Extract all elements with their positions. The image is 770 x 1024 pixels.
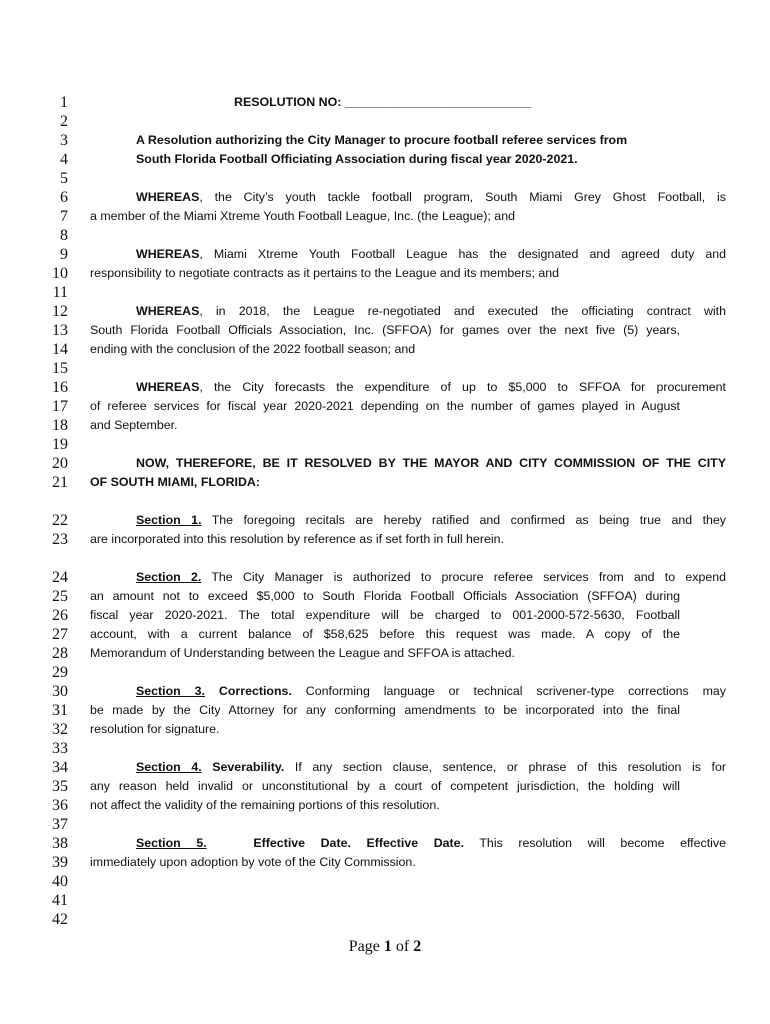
line-number: 8	[60, 227, 68, 244]
whereas-3-line-1: WHEREAS, in 2018, the League re-negotiated and executed the officiating contract with	[136, 304, 726, 318]
resolution-heading-line-2: South Florida Football Officiating Association during fiscal year 2020-2021.	[136, 152, 578, 166]
section-4-line-3: not affect the validity of the remaining portions of this resolution.	[90, 798, 440, 812]
line-number: 19	[52, 436, 68, 453]
whereas-1-line-2: a member of the Miami Xtreme Youth Football League, Inc. (the League); and	[90, 209, 515, 223]
whereas-3-line-3: ending with the conclusion of the 2022 football season; and	[90, 342, 416, 356]
line-number: 34	[52, 759, 68, 776]
line-number: 39	[52, 854, 68, 871]
section-3-line-1: Section 3. Corrections. Conforming language or technical scrivener-type corrections may	[136, 684, 726, 698]
section-2-line-1: Section 2. The City Manager is authorized to procure referee services from and to expend	[136, 570, 727, 584]
whereas-2-line-2: responsibility to negotiate contracts as it pertains to the League and its members; and	[90, 266, 560, 280]
section-5-line-1: Section 5. Effective Date. Effective Date. This resolution will become effective	[136, 836, 726, 850]
line-number: 37	[52, 816, 68, 833]
line-number: 1	[60, 94, 68, 111]
page-footer	[0, 938, 770, 956]
line-number: 40	[52, 873, 68, 890]
resolved-clause-line-1: NOW, THEREFORE, BE IT RESOLVED BY THE MAYOR AND CITY COMMISSION OF THE CITY	[136, 456, 726, 470]
line-number: 28	[52, 645, 68, 662]
resolution-heading-line-1: A Resolution authorizing the City Manager to procure football referee services from	[136, 133, 628, 147]
total-page-number: 2	[413, 938, 422, 955]
section-2-line-2: an amount not to exceed $5,000 to South Florida Football Officials Association (SFFOA) during	[90, 589, 680, 603]
line-number: 13	[52, 322, 68, 339]
whereas-4-line-1: WHEREAS, the City forecasts the expenditure of up to $5,000 to SFFOA for procurement	[136, 380, 726, 394]
line-number: 14	[52, 341, 68, 358]
resolution-number-blank: ___________________________	[344, 95, 531, 109]
section-2-line-3: fiscal year 2020-2021. The total expenditure will be charged to 001-2000-572-5630, Football	[90, 608, 680, 622]
line-number: 7	[60, 208, 68, 225]
line-number: 25	[52, 588, 68, 605]
line-number: 18	[52, 417, 68, 434]
section-1-line-2: are incorporated into this resolution by reference as if set forth in full herein.	[90, 532, 504, 546]
line-number: 15	[52, 360, 68, 377]
line-number: 12	[52, 303, 68, 320]
line-number: 29	[52, 664, 68, 681]
line-number: 33	[52, 740, 68, 757]
line-number: 41	[52, 892, 68, 909]
line-number: 32	[52, 721, 68, 738]
current-page-number: 1	[383, 938, 392, 955]
line-number: 42	[52, 911, 68, 928]
line-number: 17	[52, 398, 68, 415]
line-number: 27	[52, 626, 68, 643]
line-number: 21	[52, 474, 68, 491]
line-number: 22	[52, 512, 68, 529]
section-3-line-3: resolution for signature.	[90, 722, 220, 736]
line-number: 23	[52, 531, 68, 548]
resolved-clause-line-2: OF SOUTH MIAMI, FLORIDA:	[90, 475, 261, 489]
section-1-line-1: Section 1. The foregoing recitals are hereby ratified and confirmed as being true and they	[136, 513, 727, 527]
resolution-number-label: RESOLUTION NO:	[234, 95, 342, 109]
line-number: 6	[60, 189, 68, 206]
line-number: 38	[52, 835, 68, 852]
section-5-line-2: immediately upon adoption by vote of the City Commission.	[90, 855, 416, 869]
line-number: 35	[52, 778, 68, 795]
line-number: 10	[52, 265, 68, 282]
whereas-3-line-2: South Florida Football Officials Association, Inc. (SFFOA) for games over the next five (5) years,	[90, 323, 680, 337]
page-word: Page	[348, 938, 380, 955]
line-number: 36	[52, 797, 68, 814]
section-4-line-2: any reason held invalid or unconstitutional by a court of competent jurisdiction, the holding will	[90, 779, 680, 793]
section-2-line-4: account, with a current balance of $58,625 before this request was made. A copy of the	[90, 627, 680, 641]
line-number: 3	[60, 132, 68, 149]
line-number: 5	[60, 170, 68, 187]
section-2-line-5: Memorandum of Understanding between the League and SFFOA is attached.	[90, 646, 515, 660]
line-number: 9	[60, 246, 68, 263]
whereas-2-line-1: WHEREAS, Miami Xtreme Youth Football League has the designated and agreed duty and	[136, 247, 726, 261]
line-number: 30	[52, 683, 68, 700]
line-number: 31	[52, 702, 68, 719]
whereas-4-line-2: of referee services for fiscal year 2020-2021 depending on the number of games played in August	[90, 399, 680, 413]
section-3-line-2: be made by the City Attorney for any conforming amendments to be incorporated into the final	[90, 703, 680, 717]
line-number: 20	[52, 455, 68, 472]
line-number: 2	[60, 113, 68, 130]
section-4-line-1: Section 4. Severability. If any section clause, sentence, or phrase of this resolution is for	[136, 760, 727, 774]
line-number: 26	[52, 607, 68, 624]
whereas-1-line-1: WHEREAS, the City’s youth tackle football program, South Miami Grey Ghost Football, is	[136, 190, 726, 204]
line-number: 11	[52, 284, 68, 301]
line-number: 4	[60, 151, 68, 168]
whereas-4-line-3: and September.	[90, 418, 178, 432]
of-word: of	[395, 938, 410, 955]
line-number: 24	[52, 569, 68, 586]
resolution-number-line	[234, 93, 531, 112]
line-number: 16	[52, 379, 68, 396]
